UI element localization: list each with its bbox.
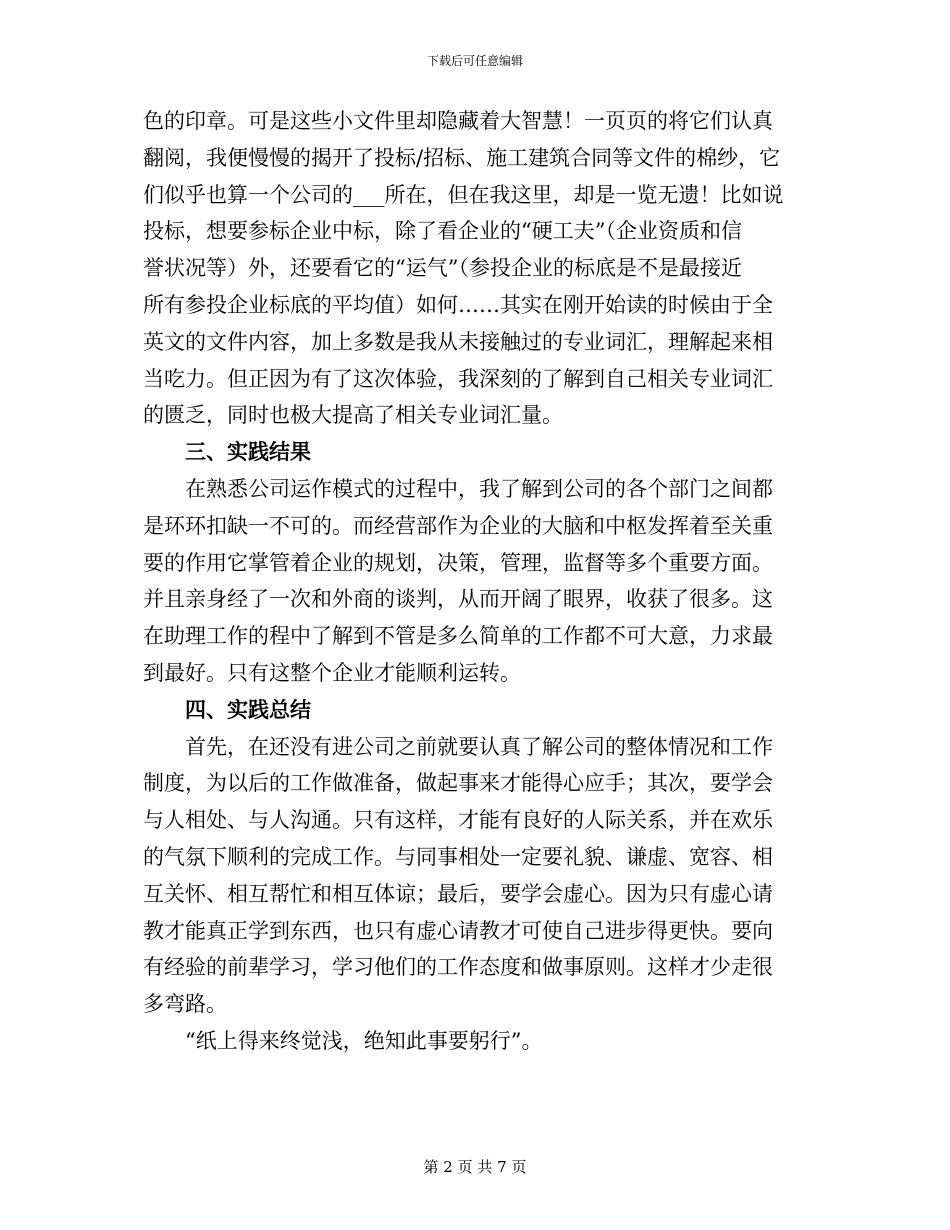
- page-header: 下载后可任意编辑: [426, 54, 523, 68]
- document-body: [143, 103, 808, 1060]
- paragraph-line: 所有参投企业标底的平均值）如何……其实在刚开始读的时候由于全: [143, 292, 773, 317]
- paragraph-line: 翻阅，我便慢慢的揭开了投标/招标、施工建筑合同等文件的棉纱，它: [143, 145, 781, 170]
- paragraph-line: 制度，为以后的工作做准备，做起事来才能得心应手；其次，要学会: [143, 771, 773, 796]
- closing-quote: “纸上得来终觉浅，绝知此事要躬行”。: [185, 1028, 543, 1053]
- paragraph-line: 当吃力。但正因为有了这次体验，我深刻的了解到自己相关专业词汇: [143, 366, 773, 391]
- paragraph-line: 在助理工作的程中了解到不管是多么简单的工作都不可大意，力求最: [143, 624, 773, 649]
- section-heading-results: 三、实践结果: [185, 439, 311, 465]
- paragraph-line: 们似乎也算一个公司的___所在，但在我这里，却是一览无遗！比如说: [143, 182, 784, 207]
- paragraph-line: 互关怀、相互帮忙和相互体谅；最后，要学会虚心。因为只有虚心请: [143, 881, 773, 906]
- paragraph-line: 色的印章。可是这些小文件里却隐藏着大智慧！一页页的将它们认真: [143, 109, 773, 133]
- paragraph-line: 英文的文件内容，加上多数是我从未接触过的专业词汇，理解起来相: [143, 329, 773, 354]
- paragraph-line: 在熟悉公司运作模式的过程中，我了解到公司的各个部门之间都: [185, 476, 773, 501]
- paragraph-line: 是环环扣缺一不可的。而经营部作为企业的大脑和中枢发挥着至关重: [143, 513, 773, 538]
- paragraph-line: 首先，在还没有进公司之前就要认真了解公司的整体情况和工作: [185, 734, 773, 759]
- paragraph-line: 与人相处、与人沟通。只有这样，才能有良好的人际关系，并在欢乐: [143, 808, 773, 833]
- paragraph-line: 到最好。只有这整个企业才能顺利运转。: [143, 660, 521, 685]
- paragraph-line: 有经验的前辈学习，学习他们的工作态度和做事原则。这样才少走很: [143, 955, 773, 980]
- page-footer: 第 2 页 共 7 页: [423, 1158, 527, 1176]
- paragraph-line: 多弯路。: [143, 992, 227, 1017]
- paragraph-line: 并且亲身经了一次和外商的谈判，从而开阔了眼界，收获了很多。这: [143, 587, 773, 612]
- paragraph-line: 的气氛下顺利的完成工作。与同事相处一定要礼貌、谦虚、宽容、相: [143, 844, 773, 869]
- paragraph-line: 的匮乏，同时也极大提高了相关专业词汇量。: [143, 403, 563, 428]
- paragraph-line: 投标，想要参标企业中标，除了看企业的“硬工夫”（企业资质和信: [143, 219, 742, 244]
- paragraph-line: 誉状况等）外，还要看它的“运气”（参投企业的标底是不是最接近: [143, 256, 742, 281]
- paragraph-line: 教才能真正学到东西，也只有虚心请教才可使自己进步得更快。要向: [143, 918, 773, 943]
- section-heading-summary: 四、实践总结: [185, 696, 311, 722]
- paragraph-line: 要的作用它掌管着企业的规划，决策，管理，监督等多个重要方面。: [143, 550, 773, 575]
